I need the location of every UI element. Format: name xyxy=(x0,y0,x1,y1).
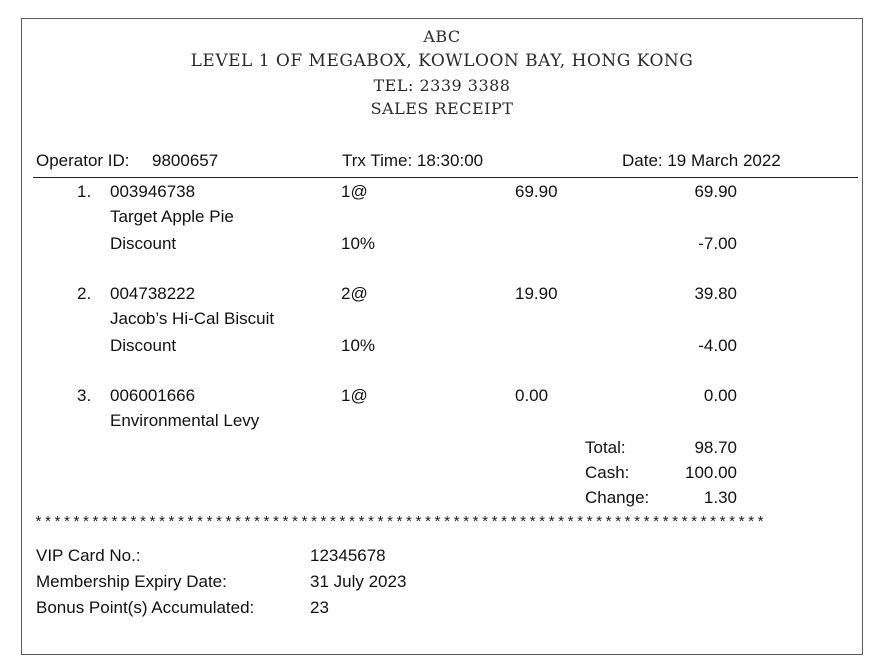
item-name: Jacob’s Hi-Cal Biscuit xyxy=(110,309,275,328)
item-code: 003946738 xyxy=(110,182,196,201)
item-code: 006001666 xyxy=(110,386,196,405)
item-unit-price: 69.90 xyxy=(515,182,558,201)
item-name: Environmental Levy xyxy=(110,411,260,430)
transaction-date: Date: 19 March 2022 xyxy=(622,151,781,170)
vip-card-number: 12345678 xyxy=(310,546,386,565)
item-quantity: 1@ xyxy=(341,386,368,405)
header-divider xyxy=(33,177,858,178)
item-unit-price: 19.90 xyxy=(515,284,558,303)
operator-id: 9800657 xyxy=(152,151,219,170)
change-amount: 1.30 xyxy=(703,488,737,507)
discount-label: Discount xyxy=(110,336,177,355)
bonus-points-value: 23 xyxy=(310,598,329,617)
item-number: 1. xyxy=(77,182,92,201)
store-name: ABC xyxy=(423,27,461,46)
cash-amount: 100.00 xyxy=(685,463,737,482)
store-telephone: TEL: 2339 3388 xyxy=(373,76,511,95)
item-code: 004738222 xyxy=(110,284,196,303)
receipt-title: SALES RECEIPT xyxy=(370,99,514,118)
total-label: Total: xyxy=(585,438,626,457)
item-quantity: 1@ xyxy=(341,182,368,201)
discount-amount: -7.00 xyxy=(698,234,737,253)
discount-percent: 10% xyxy=(341,336,376,355)
item-amount: 39.80 xyxy=(694,284,737,303)
bonus-points-label: Bonus Point(s) Accumulated: xyxy=(36,598,255,617)
discount-percent: 10% xyxy=(341,234,376,253)
membership-expiry-date: 31 July 2023 xyxy=(310,572,407,591)
vip-card-label: VIP Card No.: xyxy=(36,546,141,565)
membership-expiry-label: Membership Expiry Date: xyxy=(36,572,227,591)
sales-receipt xyxy=(21,18,863,655)
total-amount: 98.70 xyxy=(694,438,737,457)
cash-label: Cash: xyxy=(585,463,630,482)
item-name: Target Apple Pie xyxy=(110,207,234,226)
transaction-time: Trx Time: 18:30:00 xyxy=(342,151,484,170)
asterisk-separator: ***************************************************************************** xyxy=(34,515,766,532)
item-number: 3. xyxy=(77,386,92,405)
item-amount: 0.00 xyxy=(703,386,737,405)
change-label: Change: xyxy=(585,488,650,507)
discount-amount: -4.00 xyxy=(698,336,737,355)
discount-label: Discount xyxy=(110,234,177,253)
item-quantity: 2@ xyxy=(341,284,368,303)
item-number: 2. xyxy=(77,284,92,303)
item-amount: 69.90 xyxy=(694,182,737,201)
store-address: LEVEL 1 OF MEGABOX, KOWLOON BAY, HONG KONG xyxy=(190,51,694,71)
item-unit-price: 0.00 xyxy=(515,386,549,405)
operator-label: Operator ID: xyxy=(36,151,130,170)
